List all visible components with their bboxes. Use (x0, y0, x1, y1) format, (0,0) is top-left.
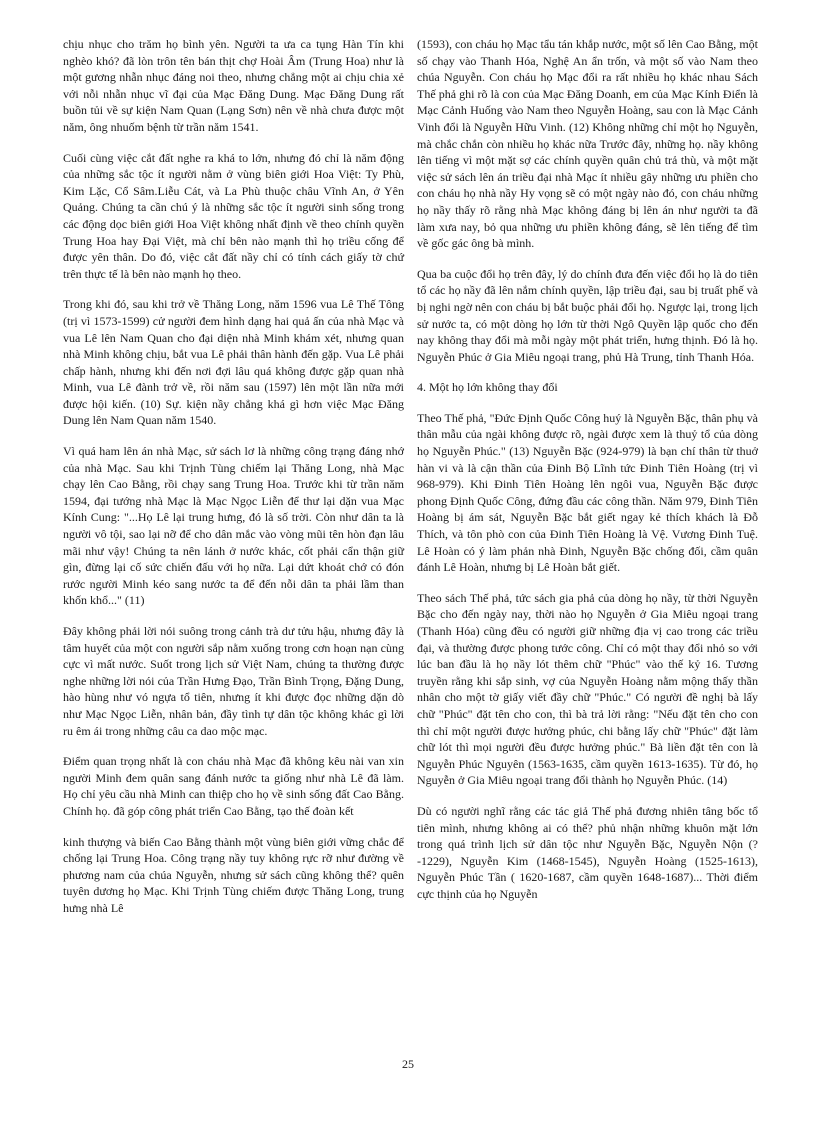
paragraph: Trong khi đó, sau khi trở về Thăng Long, năm 1596 vua Lê Thế Tông (trị vì 1573-1599) cử người đem hình dạng hai quả ấn của nhà Mạc và vua Lê lên Nam Quan cho đại diện nhà Minh khám xét, nhưng quan nhà Minh không chịu, bắt vua Lê phải thân hành đến gặp. Vua Lê phải chấp hành, nhưng khi đến nơi đợi lâu quá không được gặp quan nhà Minh, vua Lê đành trở về, rồi năm sau (1597) lên một lần nữa mới được hội kiến. (10) Sự. kiện nầy chẳng khá gì hơn việc Mạc Đăng Dung lên Nam Quan năm 1540. (63, 297, 404, 428)
paragraph: chịu nhục cho trăm họ bình yên. Người ta ưa ca tụng Hàn Tín khi nghèo khó? đã lòn trôn tên bán thịt chợ Hoài Âm (Trung Hoa) như là một gương nhẫn nhục đáng noi theo, nhưng chẳng một ai chịu chia xẻ với nỗi nhẫn nhục vĩ đại của Mạc Đăng Dung. Mạc Đăng Dung rất buồn tủi về sự kiện Nam Quan (Lạng Sơn) nên về nhà chưa được một năm, ông nhuốm bệnh từ trần năm 1541. (63, 37, 404, 134)
paragraph: Điểm quan trọng nhất là con cháu nhà Mạc đã không kêu nài van xin người Minh đem quân sang đánh nước ta giống như nhà Lê đã làm. Họ chỉ yêu cầu nhà Minh can thiệp cho họ về sinh sống đất Cao Bằng. Chính họ. đã góp công phát triển Cao Bằng, tạo thế đoàn kết (63, 754, 404, 818)
right-column (417, 36, 758, 917)
paragraph: Theo sách Thế phả, tức sách gia phả của dòng họ nầy, từ thời Nguyễn Bặc cho đến ngày nay, thời nào họ Nguyễn ở Gia Miêu ngoại trang (Thanh Hóa) cũng đều có người giữ những địa vị cao trong các triều đại, và thường được phong tước công. Chỉ có một thay đổi nhỏ so với lúc ban đầu là họ nầy lót thêm chữ "Phúc" vào thế kỷ 16. Tương truyền rằng khi sắp sinh, vợ của Nguyễn Hoàng nằm mộng thấy thần nhân cho một tờ giấy viết đầy chữ "Phúc." Có người đề nghị bà lấy chữ "Phúc" đặt tên cho con, thì bà trả lời rằng: "Nếu đặt tên cho con thì chỉ một người được hưởng phúc, chi bằng lấy chữ "Phúc" đặt làm chữ lót thì mọi người đều được hưởng phúc." Bà liền đặt tên con là Nguyễn Phúc Nguyên (1563-1635, cầm quyền 1613-1635). Từ đó, họ Nguyễn ở Gia Miêu ngoại trang đổi thành họ Nguyễn Phúc. (14) (417, 590, 758, 788)
paragraph: Theo Thế phả, "Đức Định Quốc Công huý là Nguyễn Bặc, thân phụ và thân mẫu của ngài không được rõ, ngài được xem là thuỷ tổ của dòng họ Nguyễn Phúc." (13) Nguyễn Bặc (924-979) là bạn chí thân từ thuở hàn vi và là cận thần của Đinh Bộ Lĩnh tức Đinh Tiên Hoàng (trị vì 968-979). Khi Đinh Tiên Hoàng lên ngôi vua, Nguyễn Bặc được phong Định Quốc Công, đứng đầu các công thần. Năm 979, Đinh Tiên Hoàng bị ám sát, Nguyễn Bặc bắt giết ngay kẻ thích khách là Đỗ Thích, và tôn phò con của Đinh Tiên Hoàng là Vệ. Vương Đinh Tuệ. Lê Hoàn có ý làm phản nhà Đinh, Nguyễn Bặc chống đối, cầm quân đánh Lê Hoàn, nhưng bị Lê Hoàn bắt giết. (417, 410, 758, 575)
paragraph: (1593), con cháu họ Mạc tẩu tán khắp nước, một số lên Cao Bằng, một số chạy vào Thanh Hóa, Nghệ An ẩn trốn, và một số vào Nam theo chúa Nguyễn. Con cháu họ Mạc đổi ra rất nhiều họ khác nhau Sách Thế phả ghi rõ là con của Mạc Đăng Doanh, em của Mạc Kính Điển là Mạc Cảnh Huống vào Nam theo Nguyễn Hoàng, sau con là Mạc Cảnh Vinh đổi là Nguyễn Hữu Vinh. (12) Không những chỉ một họ Nguyễn, mà chắc chắn còn nhiều họ khác nữa Trước đây, những họ. nầy không lên tiếng vì một mặt sợ các chính quyền quân chủ trả thù, và một mặt việc sử sách lên án triều đại nhà Mạc ít nhiều gây những ưu phiền cho con cháu họ nhà nầy Hy vọng sẽ có một ngày nào đó, con cháu những họ nầy thấy rõ rằng nhà Mạc không đáng bị lên án như người ta đã làm xưa nay, bỏ qua những ưu phiền không đáng, sẽ lên tiếng để tìm về gốc gác ông bà mình. (417, 37, 758, 251)
paragraph: Vì quá ham lên án nhà Mạc, sử sách lơ là những công trạng đáng nhớ của nhà Mạc. Sau khi Trịnh Tùng chiếm lại Thăng Long, nhà Mạc chạy lên Cao Bằng, rồi chạy sang Trung Hoa. Trước khi từ trần năm 1594, đại tướng nhà Mạc là Mạc Ngọc Liễn để thư lại dặn vua Mạc Kính Cung: "...Họ Lê lại trung hưng, đó là số trời. Còn như dân ta là người vô tội, sao lại nỡ để cho dân mắc vào vòng mũi tên hòn đạn lâu mãi như vậy! Chúng ta nên lánh ở nước khác, cốt phải cẩn thận giữ gìn, đừng lại cố sức chiến đấu với họ nữa. Lại dứt khoát chớ có đón rước người Minh kéo sang nước ta để đến nỗi dân ta phải lầm than khốn khổ..." (11) (63, 444, 404, 608)
paragraph: Qua ba cuộc đổi họ trên đây, lý do chính đưa đến việc đổi họ là do tiên tổ các họ nầy đã lên nắm chính quyền, lập triều đại, sau bị truất phế và bị nghi ngờ nên con cháu bị bắt buộc phải đổi họ. Ngược lại, trong lịch sử nước ta, có một dòng họ lớn từ thời Ngô Quyền lập quốc cho đến nay không thay đổi mà mỗi ngày một phát triển, hưng thịnh. Đó là họ. Nguyễn Phúc ở Gia Miêu ngoại trang, phủ Hà Trung, tỉnh Thanh Hóa. (417, 266, 758, 364)
page-number: 25 (402, 1057, 414, 1071)
paragraph: Dù có người nghĩ rằng các tác giả Thế phả đương nhiên tâng bốc tổ tiên mình, nhưng không ai có thể? phủ nhận những khuôn mặt lớn trong quá trình lịch sử dân tộc như Nguyễn Bặc, Nguyễn Nộn (?-1229), Nguyễn Kim (1468-1545), Nguyễn Hoàng (1525-1613), Nguyễn Phúc Tần ( 1620-1687, cầm quyền 1648-1687)... Thời điểm cực thịnh của họ Nguyễn (417, 803, 758, 901)
paragraph: kinh thượng và biến Cao Bằng thành một vùng biên giới vững chắc để chống lại Trung Hoa. Công trạng nầy tuy không rực rỡ như đường về phương nam của chúa Nguyễn, nhưng sử sách cũng không thể? quên tuyên dương họ Mạc. Khi Trịnh Tùng chiếm được Thăng Long, trung hưng nhà Lê (63, 834, 404, 915)
paragraph: Đây không phải lời nói suông trong cảnh trà dư tửu hậu, nhưng đây là tâm huyết của một con người sắp nằm xuống trong cơn hoạn nạn cùng cực vì mất nước. Suốt trong lịch sử Việt Nam, chúng ta thường được nghe những lời nói của Trần Hưng Đạo, Trần Bình Trọng, Đặng Dung, hào hùng như vó ngựa tổ tiên, nhưng ít khi được đọc những dặn dò như Mạc Ngọc Liễn, nhân bản, đầy tình tự dân tộc không khác gì lời ru êm ái trong những câu ca dao mộc mạc. (63, 624, 404, 738)
section-heading: 4. Một họ lớn không thay đổi (417, 380, 558, 395)
paragraph: Cuối cùng việc cắt đất nghe ra khá to lớn, nhưng đó chỉ là năm động của những sắc tộc ít người nằm ở vùng biên giới Hoa Việt: Ty Phù, Kim Lặc, Cổ Sâm.Liễu Cát, và La Phù thuộc châu Vĩnh An, ở Yên Quảng. Chúng ta cần chú ý là những sắc tộc ít người sinh sống trong các động dọc biên giới Hoa Việt không nhất định về theo chính quyền Trung Hoa hay Đại Việt, mà chỉ bên nào mạnh thì họ triều cống để được yên thân. Do đó, việc cắt đất nầy chỉ có tính cách giấy tờ chứ trên thực tế là bên nào mạnh họ theo. (63, 150, 404, 281)
left-column (63, 36, 404, 931)
